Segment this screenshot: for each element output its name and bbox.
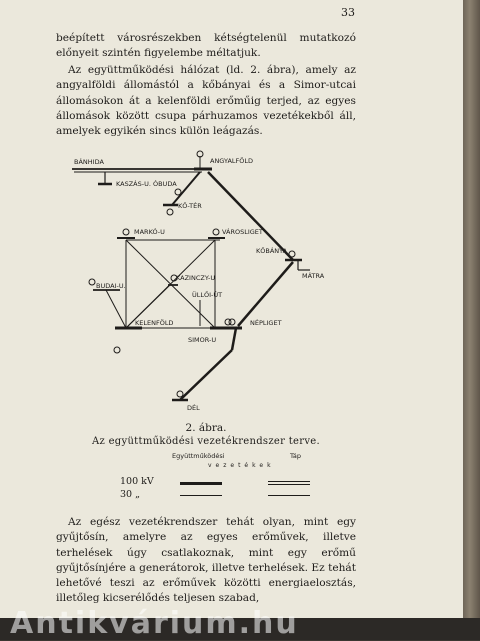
figure-number: 2. ábra. bbox=[185, 422, 227, 434]
label-marko: MARKÓ-U bbox=[134, 228, 165, 236]
legend-line-feed-30 bbox=[268, 495, 310, 496]
legend-row-30kv: 30 „ bbox=[120, 489, 141, 500]
legend-line-coop-30 bbox=[180, 495, 222, 496]
buday-gen-icon bbox=[89, 279, 95, 285]
paragraph-3: Az egész vezetékrendszer tehát olyan, mint egy gyűjtősín, amelyre az egyes erőművek, illetve terhelések úgy csatlakoznak, mint egy erőmű gyűjtősínjére a generátorok, illetve terhelések. Ez tehát lehetővé teszi az erőművek közötti energiaelosztás, illetőleg kicserélődés teljesen szabad, bbox=[56, 516, 356, 605]
koter-gen-icon bbox=[167, 209, 173, 215]
page-number: 33 bbox=[341, 6, 355, 19]
del-gen-icon bbox=[177, 391, 183, 397]
legend-col-feeder: Táp bbox=[290, 452, 302, 460]
kaszas-gen-icon bbox=[175, 189, 181, 195]
kobanya-nepliget-line bbox=[238, 262, 293, 326]
kobanya-gen-icon bbox=[289, 251, 295, 257]
label-del: DÉL bbox=[187, 404, 200, 412]
label-matra: MÁTRA bbox=[302, 272, 325, 280]
nepliget-gen-icon-2 bbox=[229, 319, 235, 325]
legend-col-cooperation: Együttműködési bbox=[172, 452, 225, 460]
book-edge bbox=[463, 0, 480, 640]
label-kobanya: KŐBÁNYA bbox=[256, 247, 288, 255]
legend-row-100kv: 100 kV bbox=[120, 476, 154, 487]
legend-line-feed-100b bbox=[268, 484, 310, 485]
koter-line bbox=[172, 172, 200, 205]
nepliget-del-2 bbox=[180, 350, 232, 400]
figure-title: Az együttműködési vezetékrendszer terve. bbox=[92, 436, 320, 447]
label-ulloi: ÜLLŐI-ÚT bbox=[192, 291, 223, 299]
paragraph-2: Az együttműködési hálózat (ld. 2. ábra), amely az angyalföldi állomástól a kőbányai és a Simor-utcai állomásokon át a kelenföldi erőműig terjed, az egyes állomások között csupa párhuzamos vezetékekből áll, amelyek egyikén sincs külön leágazás. bbox=[56, 64, 356, 138]
label-angyalfold: ANGYALFÖLD bbox=[210, 157, 254, 165]
legend bbox=[120, 452, 320, 502]
label-simor: SIMOR-U bbox=[188, 336, 217, 344]
kelenfold-gen-icon bbox=[114, 347, 120, 353]
varosliget-gen-icon bbox=[213, 229, 219, 235]
label-nepliget: NÉPLIGET bbox=[250, 319, 282, 327]
label-buday: BUDAI-U. bbox=[96, 282, 126, 290]
buday-link bbox=[106, 290, 126, 328]
marko-gen-icon bbox=[123, 229, 129, 235]
label-banhida: BÁNHIDA bbox=[74, 158, 104, 166]
label-koter: KŐ-TÉR bbox=[178, 202, 202, 210]
label-kaszas: KASZÁS-U. ÓBUDA bbox=[116, 180, 177, 188]
legend-line-coop-100 bbox=[180, 482, 222, 485]
network-diagram bbox=[60, 150, 330, 430]
label-varosliget: VÁROSLIGET bbox=[222, 228, 263, 236]
paragraph-1: beépített városrészekben kétségtelenül mutatkozó előnyeit szintén figyelembe méltatjuk. bbox=[56, 32, 356, 60]
legend-subheader: vezetékek bbox=[208, 462, 275, 469]
nepliget-del-1 bbox=[232, 328, 236, 350]
legend-line-feed-100a bbox=[268, 481, 310, 482]
label-kelenfold: KELENFÖLD bbox=[135, 319, 174, 327]
watermark-logo: Antikvárium.hu bbox=[10, 606, 299, 641]
label-kazinczy: KAZINCZY-U bbox=[176, 274, 216, 282]
